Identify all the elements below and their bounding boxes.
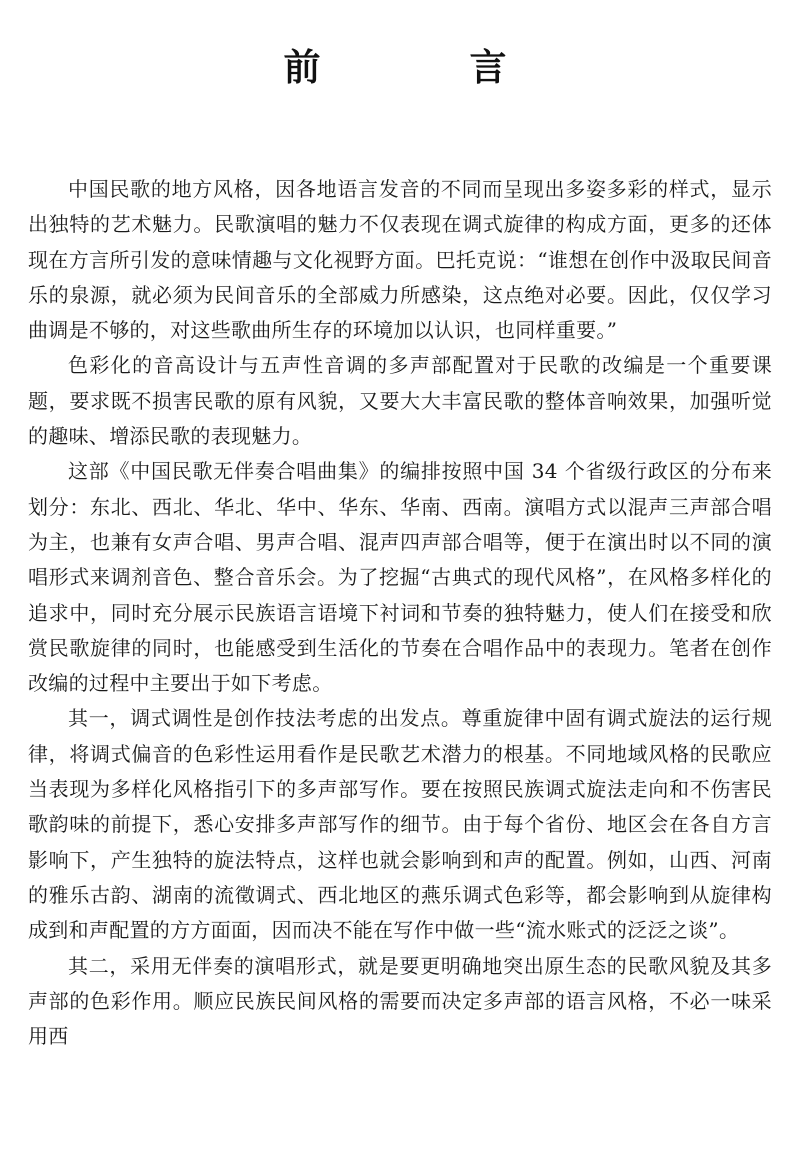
page-title: 前 言 [283, 46, 563, 89]
paragraph-1: 中国民歌的地方风格，因各地语言发音的不同而呈现出多姿多彩的样式，显示出独特的艺术魅力。民歌演唱的魅力不仅表现在调式旋律的构成方面，更多的还体现在方言所引发的意味情趣与文化视野方面。巴托克说：“谁想在创作中汲取民间音乐的泉源，就必须为民间音乐的全部威力所感染，这点绝对必要。因此，仅仅学习曲调是不够的，对这些歌曲所生存的环境加以认识，也同样重要。” [28, 177, 772, 343]
paragraph-3: 这部《中国民歌无伴奏合唱曲集》的编排按照中国 34 个省级行政区的分布来划分：东北、西北、华北、华中、华东、华南、西南。演唱方式以混声三声部合唱为主，也兼有女声合唱、男声合唱、混声四声部合唱等，便于在演出时以不同的演唱形式来调剂音色、整合音乐会。为了挖掘“古典式的现代风格”，在风格多样化的追求中，同时充分展示民族语言语境下衬词和节奏的独特魅力，使人们在接受和欣赏民歌旋律的同时，也能感受到生活化的节奏在合唱作品中的表现力。笔者在创作改编的过程中主要出于如下考虑。 [28, 459, 772, 696]
paragraph-4: 其一，调式调性是创作技法考虑的出发点。尊重旋律中固有调式旋法的运行规律，将调式偏音的色彩性运用看作是民歌艺术潜力的根基。不同地域风格的民歌应当表现为多样化风格指引下的多声部写作。要在按照民族调式旋法走向和不伤害民歌韵味的前提下，悉心安排多声部写作的细节。由于每个省份、地区会在各自方言影响下，产生独特的旋法特点，这样也就会影响到和声的配置。例如，山西、河南的雅乐古韵、湖南的流徵调式、西北地区的燕乐调式色彩等，都会影响到从旋律构成到和声配置的方方面面，因而决不能在写作中做一些“流水账式的泛泛之谈”。 [28, 706, 772, 943]
paragraph-2: 色彩化的音高设计与五声性音调的多声部配置对于民歌的改编是一个重要课题，要求既不损害民歌的原有风貌，又要大大丰富民歌的整体音响效果，加强听觉的趣味、增添民歌的表现魅力。 [28, 353, 772, 449]
body-text [28, 172, 772, 1054]
paragraph-5: 其二，采用无伴奏的演唱形式，就是要更明确地突出原生态的民歌风貌及其多声部的色彩作用。顺应民族民间风格的需要而决定多声部的语言风格，不必一味采用西 [28, 953, 772, 1049]
